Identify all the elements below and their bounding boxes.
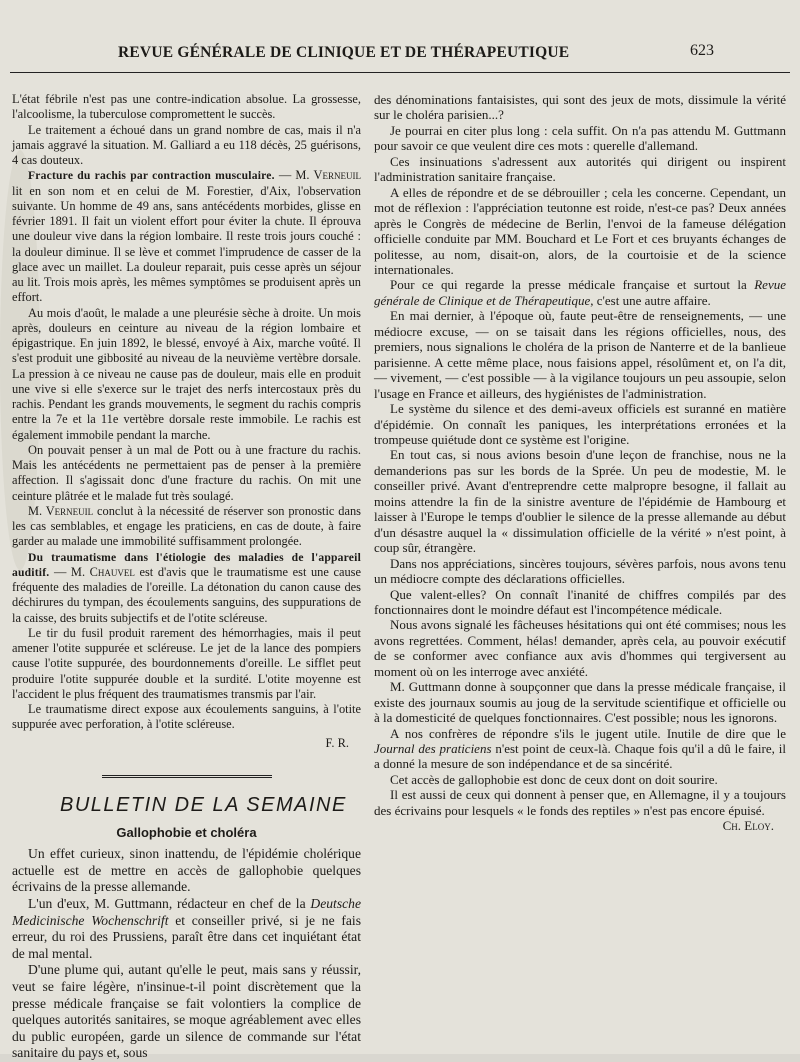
- author-name: M. Verneuil: [28, 503, 94, 518]
- paragraph-verneuil: [12, 504, 361, 550]
- paragraph: Ces insinuations s'adressent aux autorités qui dirigent ou inspirent l'administration sanitaire française.: [374, 153, 786, 185]
- running-head: [0, 30, 800, 60]
- header-rule: [10, 72, 790, 73]
- paragraph-praticiens: [374, 726, 786, 772]
- paragraph-text: conclut à la nécessité de réserver son pronostic dans les cas semblables, et engage les praticiens, en cas de doute, à faire garder au malade une immobilité suffisamment prolongée.: [12, 503, 361, 549]
- section-title: Fracture du rachis par contraction musculaire.: [28, 169, 275, 183]
- section-separator: [102, 775, 272, 778]
- journal-title: REVUE GÉNÉRALE DE CLINIQUE ET DE THÉRAPEUTIQUE: [118, 44, 570, 61]
- section-rachis: [12, 168, 361, 305]
- section-title: Du traumatisme dans l'étiologie des maladies de l'appareil auditif.: [12, 550, 361, 579]
- dash: — M.: [274, 168, 314, 183]
- journal-name: Revue générale de Clinique et de Thérapeutique: [374, 277, 786, 308]
- signature: Ch. Eloy.: [722, 818, 774, 834]
- paragraph: Le traitement a échoué dans un grand nombre de cas, mais il n'a jamais aggravé la situation. M. Galliard a eu 118 décès, 25 guérisons, 4 cas douteux.: [12, 122, 361, 167]
- bulletin-heading: BULLETIN DE LA SEMAINE: [60, 793, 347, 816]
- paragraph-text: lit en son nom et en celui de M. Forestier, d'Aix, l'observation suivante. Un homme de 49 ans, sans antécédents morbides, glisse en février 1891. Il fait un violent effort pour éviter la chute. Il éprouva une douleur vive dans la région lombaire. Il reste trois jours couché : la douleur diminue. Il se lève et commet l'imprudence de casser de la glace avec un maillet. La douleur reparait, puis cesse après un séjour au lit. Trois mois après, les mêmes symptômes se produisent après un effort.: [12, 183, 361, 305]
- paragraph-text: est d'avis que le traumatisme est une cause fréquente des maladies de l'oreille. La détonation du canon cause des déchirures du tympan, des écoulements sanguins, des suppurations de la caisse, des bruits subjectifs et de l'otite scléreuse.: [12, 564, 361, 625]
- paragraph: Un effet curieux, sinon inattendu, de l'épidémie cholérique actuelle est de mettre en accès de gallophobie quelques écrivains de la presse allemande.: [12, 846, 361, 895]
- paragraph: Le système du silence et des demi-aveux officiels est suranné en matière d'épidémie. On connaît les paniques, les interprétations erronées et la trompeuse quiétude dont ce système est l'origine.: [374, 401, 786, 447]
- left-column: [12, 92, 361, 1061]
- paragraph-text: et conseiller privé, si je ne fais erreur, du roi des Prussiens, paraît être dans cet inquiétant état de mal mental.: [12, 912, 361, 961]
- right-column: [374, 92, 786, 1032]
- paragraph-text: A nos confrères de répondre s'ils le jugent utile. Inutile de dire que le: [390, 725, 786, 741]
- journal-name: Journal des praticiens: [374, 741, 492, 757]
- paragraph: Je pourrai en citer plus long : cela suffit. On n'a pas attendu M. Guttmann pour savoir ce que veulent dire ces mots : querelle d'allemand.: [374, 122, 786, 154]
- paragraph-guttmann: [12, 896, 361, 962]
- paragraph: Nous avons signalé les fâcheuses hésitations qui ont été commises; nous les avons regrettées. Comment, hélas! demander, après cela, au pouvoir exécutif de se conformer avec confiance aux avis d'hommes qui tergiversent au moment où on les interroge avec anxiété.: [374, 617, 786, 679]
- article-title: Gallophobie et choléra: [116, 825, 257, 840]
- paragraph: L'état fébrile n'est pas une contre-indication absolue. La grossesse, l'alcoolisme, la tuberculose compromettent le succès.: [12, 92, 361, 122]
- dash: — M.: [49, 564, 90, 579]
- signature: F. R.: [325, 735, 349, 750]
- paragraph-revue: [374, 277, 786, 308]
- paragraph: Il est aussi de ceux qui donnent à penser que, en Allemagne, il y a toujours des écrivains pour lesquels « le fonds des reptiles » n'est pas encore épuisé.: [374, 787, 786, 818]
- paragraph-text: n'est point de ceux-là. Chaque fois qu'il a dû le faire, il a donné la mesure de son indépendance et de sa sincérité.: [374, 741, 786, 772]
- paragraph: Dans nos appréciations, sincères toujours, sévères parfois, nous avons tenu un médiocre compte des déclarations officielles.: [374, 555, 786, 587]
- journal-name: Deutsche Medicinische Wochenschrift: [12, 896, 361, 928]
- paragraph: D'une plume qui, autant qu'elle le peut, mais sans y réussir, veut se faire légère, n'insinue-t-il point discrètement que la presse médicale française se fait volontiers la complice de quelques autorités sanitaires, se moque agréablement avec elles du public européen, garde un silence de commande sur l'état sanitaire du pays et, sous: [12, 962, 361, 1061]
- paragraph: des dénominations fantaisistes, qui sont des jeux de mots, dissimule la vérité sur le choléra parisien...?: [374, 92, 786, 123]
- paragraph-text: Pour ce qui regarde la presse médicale française et surtout la: [390, 277, 755, 293]
- section-traumatisme: [12, 550, 361, 626]
- paragraph: En tout cas, si nous avions besoin d'une leçon de franchise, nous ne la demanderions pas sur les bords de la Sprée. Un peu de modestie, M. le conseiller privé. Avant d'entreprendre cette malpropre besogne, il fallait au moins attendre la fin de la sinistre aventure de l'épidémie de Hambourg et laisser à l'Europe le temps d'oublier le silence de la presse allemande au début d'un désastre auquel la « dissimulation officielle de la vérité » n'est point, à coup sûr, étrangère.: [374, 447, 786, 556]
- paragraph: Au mois d'août, le malade a une pleurésie sèche à droite. Un mois après, douleurs en ceinture au niveau de la région lombaire et épigastrique. En juin 1892, le blessé, envoyé à Aix, marche voûté. Il s'est produit une gibbosité au niveau de la neuvième vertèbre dorsale. La pression à ce niveau ne cause pas de douleur, mais elle en produit une vive si elle s'exerce sur le trajet des nerfs intercostaux près du rachis. Pendant les grands mouvements, le segment du rachis compris entre la 7e et la 11e vertèbre dorsale reste immobile. Le rachis est également immobile pendant la marche.: [12, 305, 361, 442]
- paragraph-text: L'un d'eux, M. Guttmann, rédacteur en chef de la: [28, 896, 311, 912]
- page-number: 623: [690, 42, 714, 59]
- author-name: Verneuil: [313, 168, 361, 183]
- paragraph: M. Guttmann donne à soupçonner que dans la presse médicale française, il existe des journaux soumis au joug de la servitude scientifique et officielle ou à la domesticité de quelques fonctionnaires. C'est possible; nous les ignorons.: [374, 679, 786, 726]
- paragraph: Le traumatisme direct expose aux écoulements sanguins, à l'otite suppurée avec perforation, à l'otite scléreuse.: [12, 702, 361, 732]
- paragraph: Cet accès de gallophobie est donc de ceux dont on doit sourire.: [390, 771, 718, 787]
- paragraph-text: , c'est une autre affaire.: [590, 292, 711, 308]
- paragraph: En mai dernier, à l'époque où, faute peut-être de renseignements, — une médiocre excuse, — on se taisait dans les régions officielles, nous, des premiers, nous signalions le choléra de la prison de Nanterre et de la banlieue parisienne. A cette même place, nous faisions appel, résolûment et, on l'a dit, — vivement, — c'est possible — à la vigilance toujours un peu assoupie, selon l'usage en France et ailleurs, des hygiénistes de l'administration.: [374, 308, 786, 401]
- author-name: Chauvel: [89, 564, 135, 579]
- bulletin-body: [12, 846, 361, 1062]
- paragraph: A elles de répondre et de se débrouiller ; cela les concerne. Cependant, un mot de réflexion : l'appréciation teutonne est roide, n'est-ce pas? Deux années après le Congrès de médecine de Berlin, l'envoi de la fameuse délégation officielle conduite par MM. Bouchard et Le Fort et ces bruyants échanges de politesse, au nom, disait-on, alors, de la courtoisie et de la science internationales.: [374, 184, 786, 277]
- paragraph: On pouvait penser à un mal de Pott ou à une fracture du rachis. Mais les antécédents ne permettaient pas de penser à la première affection. Il s'agissait donc d'une fracture du rachis. On mit une ceinture plâtrée et le malade fut très soulagé.: [12, 442, 361, 503]
- paragraph: Que valent-elles? On connaît l'inanité de chiffres compilés par des fonctionnaires dont le moindre défaut est l'incompétence médicale.: [374, 586, 786, 617]
- paragraph: Le tir du fusil produit rarement des hémorrhagies, mais il peut amener l'otite suppurée et scléreuse. Le jet de la lance des pompiers cause l'otite suppurée, des bourdonnements d'oreille. Le sifflet peut produire l'otite suppurée double et la surdité. L'otite moyenne est l'accident le plus fréquent des traumatismes transmis par l'air.: [12, 625, 361, 701]
